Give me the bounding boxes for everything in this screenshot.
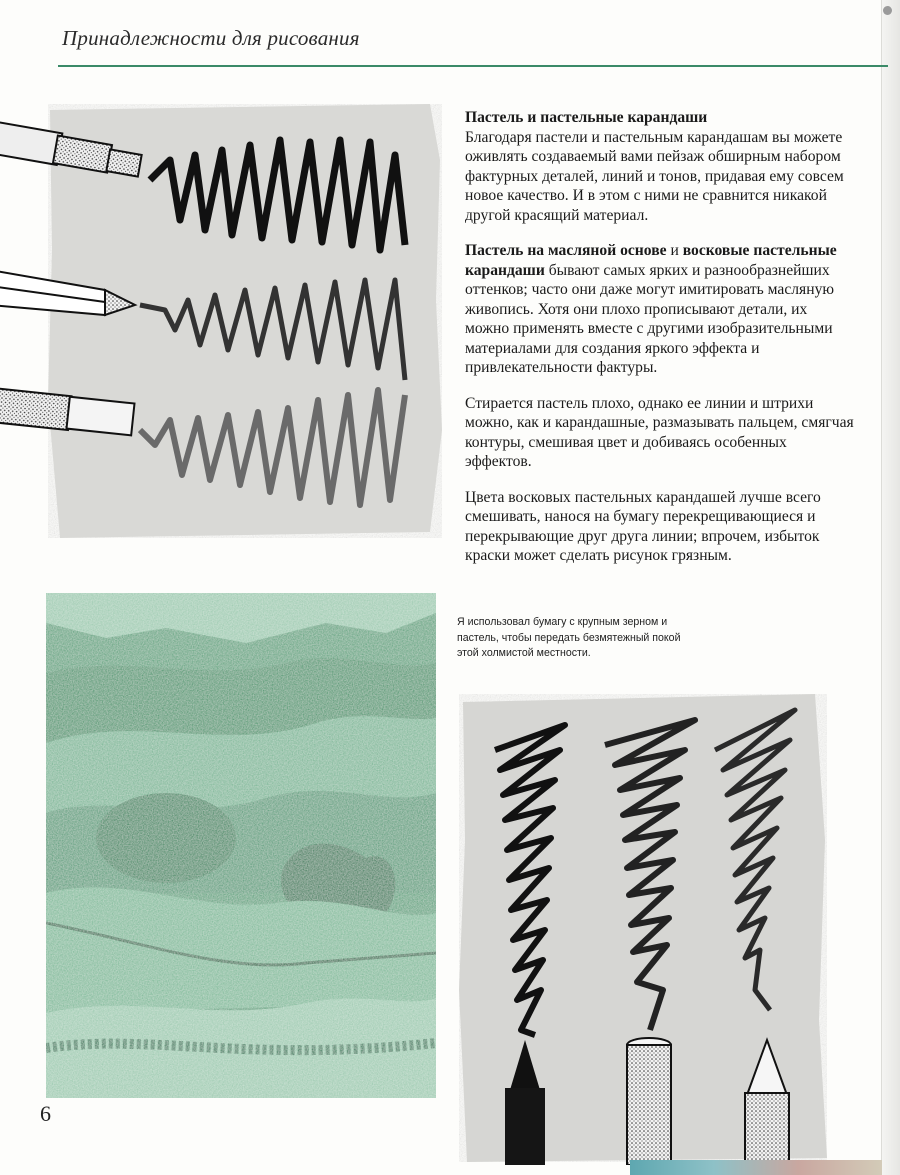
paragraph-mixing bbox=[465, 488, 855, 566]
page-number: 6 bbox=[40, 1101, 51, 1126]
running-header-title: Принадлежности для рисования bbox=[62, 26, 360, 50]
text-conjunction: и bbox=[666, 242, 683, 259]
page-binding-edge bbox=[881, 0, 900, 1175]
paragraph-erasing bbox=[465, 394, 855, 472]
green-landscape-illustration bbox=[46, 593, 436, 1098]
term-oil-pastel: Пастель на масляной основе bbox=[465, 242, 667, 259]
pastel-strokes-illustration bbox=[0, 100, 445, 540]
binding-dot bbox=[883, 6, 892, 15]
vertical-strokes-illustration bbox=[455, 690, 830, 1165]
white-pastel-stick-tool bbox=[627, 1038, 671, 1165]
term-wax-pencils: восковые пастельные карандаши bbox=[465, 242, 837, 279]
text-mixing: Цвета восковых пастельных карандашей лучше всего смешивать, нанося на бумагу перекрещивающиеся и перекрывающие друг друга линии; впрочем, избыток краски может сделать рисунок грязным. bbox=[465, 488, 821, 564]
landscape-caption: Я использовал бумагу с крупным зерном и пастель, чтобы передать безмятежный покой этой холмистой местности. bbox=[457, 616, 681, 659]
paragraph-oil-wax bbox=[465, 241, 855, 378]
paragraph-pastel-intro bbox=[465, 108, 855, 225]
text-pastel-intro: Благодаря пастели и пастельным карандашам вы можете оживлять создаваемый вами пейзаж обширным набором фактурных деталей, линий и тонов, придавая ему совсем новое качество. И в этом с ними не сравнится никакой другой красящий материал. bbox=[465, 128, 844, 224]
header-rule bbox=[58, 65, 888, 67]
next-page-color-edge bbox=[630, 1160, 882, 1175]
heading-pastel: Пастель и пастельные карандаши bbox=[465, 109, 708, 126]
text-erasing: Стирается пастель плохо, однако ее линии и штрихи можно, как и карандашные, размазывать пальцем, смягчая контуры, смешивая цвет и добиваясь особенных эффектов. bbox=[465, 394, 854, 470]
text-oil-wax: бывают самых ярких и разнообразнейших оттенков; часто они даже могут имитировать масляную живопись. Хотя они плохо прописывают детали, их можно применять вместе с другими изобразительными материалами для создания яркого эффекта и привлекательности фактуры. bbox=[465, 261, 835, 376]
body-text-column bbox=[465, 108, 855, 582]
